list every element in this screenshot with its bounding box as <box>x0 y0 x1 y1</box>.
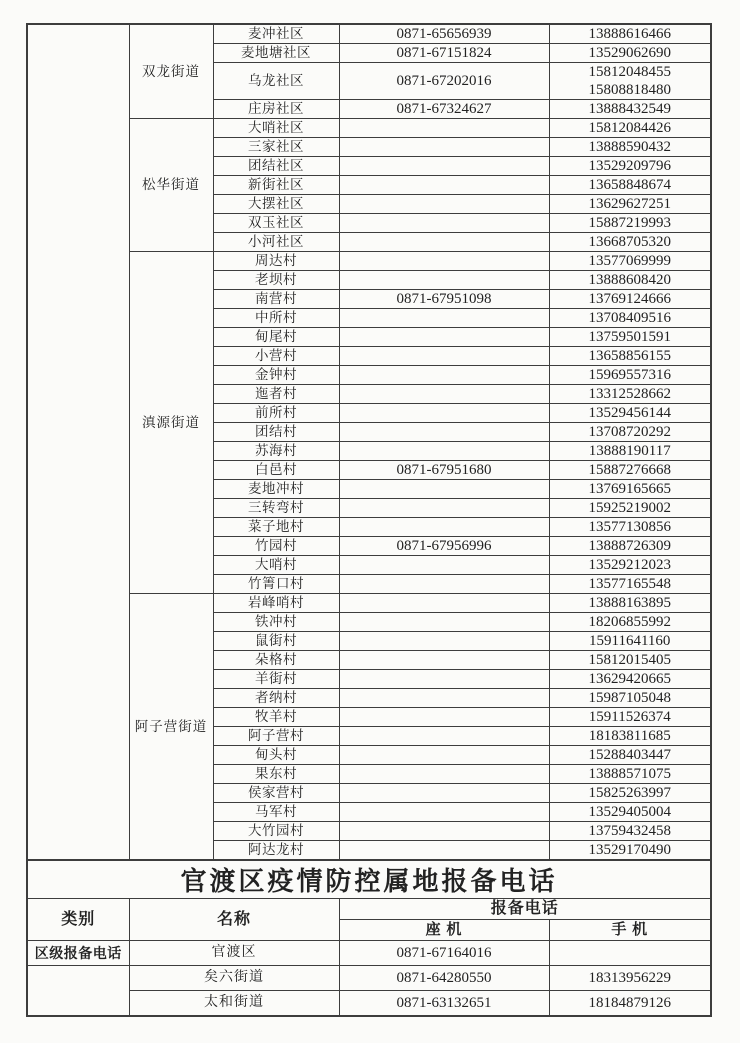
landline-cell <box>339 480 549 499</box>
community-name-cell: 牧羊村 <box>213 708 339 727</box>
mobile-cell <box>549 575 711 594</box>
mobile-cell <box>549 594 711 613</box>
header-landline: 座 机 <box>339 920 549 941</box>
mobile-cell <box>549 366 711 385</box>
landline-cell <box>339 632 549 651</box>
landline-cell <box>339 271 549 290</box>
landline-cell <box>339 423 549 442</box>
community-name-cell: 周达村 <box>213 252 339 271</box>
community-name-cell: 团结社区 <box>213 157 339 176</box>
mobile-number: 13577165548 <box>588 576 671 592</box>
category-cell: 区级报备电话 <box>27 941 129 966</box>
mobile-number: 13529212023 <box>588 557 671 573</box>
community-name-cell: 白邑村 <box>213 461 339 480</box>
community-name-cell: 菜子地村 <box>213 518 339 537</box>
community-name-cell: 者纳村 <box>213 689 339 708</box>
community-name-cell: 大哨村 <box>213 556 339 575</box>
landline-cell <box>339 157 549 176</box>
mobile-number: 13577069999 <box>588 253 671 269</box>
report-phone-table-body <box>27 860 711 1016</box>
report-data-row <box>27 941 711 966</box>
mobile-cell <box>549 708 711 727</box>
community-name-cell: 大哨社区 <box>213 119 339 138</box>
community-name-cell: 大竹园村 <box>213 822 339 841</box>
landline-cell <box>339 385 549 404</box>
street-name-cell: 滇源街道 <box>129 252 213 594</box>
table-row <box>27 119 711 138</box>
landline-cell: 0871-64280550 <box>339 966 549 991</box>
landline-cell: 0871-67956996 <box>339 537 549 556</box>
community-name-cell: 麦地塘社区 <box>213 44 339 63</box>
mobile-number: 13888432549 <box>588 101 671 117</box>
community-name-cell: 中所村 <box>213 309 339 328</box>
landline-cell <box>339 328 549 347</box>
mobile-number: 13769124666 <box>588 291 671 307</box>
mobile-number: 13888190117 <box>588 443 671 459</box>
mobile-cell <box>549 290 711 309</box>
mobile-number: 13888608420 <box>588 272 671 288</box>
mobile-cell <box>549 271 711 290</box>
mobile-cell <box>549 803 711 822</box>
landline-cell <box>339 499 549 518</box>
landline-cell <box>339 214 549 233</box>
mobile-cell <box>549 632 711 651</box>
landline-cell <box>339 119 549 138</box>
mobile-cell <box>549 822 711 841</box>
mobile-number: 13629627251 <box>588 196 671 212</box>
header-name: 名称 <box>129 899 339 941</box>
community-name-cell: 岩峰哨村 <box>213 594 339 613</box>
name-cell: 官渡区 <box>129 941 339 966</box>
mobile-cell <box>549 480 711 499</box>
name-cell: 太和街道 <box>129 991 339 1017</box>
report-title-row <box>27 860 711 899</box>
mobile-number: 13529405004 <box>588 804 671 820</box>
mobile-number: 15812015405 <box>588 652 671 668</box>
landline-cell <box>339 176 549 195</box>
mobile-cell <box>549 841 711 861</box>
mobile-number: 15812084426 <box>588 120 671 136</box>
report-data-row <box>27 966 711 991</box>
mobile-number: 15911641160 <box>589 633 671 649</box>
mobile-cell: 18184879126 <box>549 991 711 1017</box>
mobile-number: 13769165665 <box>588 481 671 497</box>
mobile-number: 13312528662 <box>588 386 671 402</box>
community-name-cell: 新街社区 <box>213 176 339 195</box>
community-name-cell: 羊街村 <box>213 670 339 689</box>
mobile-cell <box>549 195 711 214</box>
report-data-row <box>27 991 711 1017</box>
mobile-cell <box>549 252 711 271</box>
landline-cell: 0871-65656939 <box>339 24 549 44</box>
landline-cell <box>339 309 549 328</box>
community-name-cell: 朵格村 <box>213 651 339 670</box>
mobile-cell <box>549 385 711 404</box>
mobile-cell <box>549 442 711 461</box>
mobile-cell <box>549 461 711 480</box>
landline-cell: 0871-67951098 <box>339 290 549 309</box>
header-phone-group: 报备电话 <box>339 899 711 920</box>
landline-cell <box>339 613 549 632</box>
table-row <box>27 24 711 44</box>
mobile-number: 13668705320 <box>588 234 671 250</box>
landline-cell <box>339 689 549 708</box>
mobile-number: 13888571075 <box>588 766 671 782</box>
landline-cell: 0871-67324627 <box>339 100 549 119</box>
community-name-cell: 甸头村 <box>213 746 339 765</box>
landline-cell <box>339 841 549 861</box>
mobile-cell <box>549 423 711 442</box>
landline-cell <box>339 195 549 214</box>
mobile-cell <box>549 499 711 518</box>
street-name-cell: 松华街道 <box>129 119 213 252</box>
landline-cell: 0871-63132651 <box>339 991 549 1017</box>
mobile-number: 15969557316 <box>588 367 671 383</box>
mobile-number: 15887219993 <box>588 215 671 231</box>
mobile-number: 13888616466 <box>588 26 671 42</box>
landline-cell <box>339 746 549 765</box>
community-name-cell: 三转弯村 <box>213 499 339 518</box>
mobile-number: 13529209796 <box>588 158 671 174</box>
report-phone-table <box>26 859 712 1017</box>
mobile-number: 13577130856 <box>588 519 671 535</box>
mobile-number: 13629420665 <box>588 671 671 687</box>
mobile-cell <box>549 119 711 138</box>
mobile-cell: 18313956229 <box>549 966 711 991</box>
community-name-cell: 果东村 <box>213 765 339 784</box>
community-name-cell: 金钟村 <box>213 366 339 385</box>
mobile-number: 18183811685 <box>588 728 671 744</box>
mobile-cell <box>549 784 711 803</box>
mobile-cell <box>549 328 711 347</box>
community-name-cell: 庄房社区 <box>213 100 339 119</box>
mobile-cell <box>549 670 711 689</box>
mobile-number: 15808818480 <box>588 82 671 98</box>
mobile-cell <box>549 138 711 157</box>
mobile-cell <box>549 63 711 100</box>
landline-cell <box>339 651 549 670</box>
community-name-cell: 马军村 <box>213 803 339 822</box>
landline-cell: 0871-67151824 <box>339 44 549 63</box>
mobile-cell <box>549 765 711 784</box>
landline-cell <box>339 575 549 594</box>
mobile-number: 13888590432 <box>588 139 671 155</box>
mobile-number: 13529062690 <box>588 45 671 61</box>
mobile-number: 13888163895 <box>588 595 671 611</box>
mobile-number: 13708720292 <box>588 424 671 440</box>
mobile-cell <box>549 518 711 537</box>
mobile-cell <box>549 214 711 233</box>
table-row <box>27 594 711 613</box>
community-name-cell: 双玉社区 <box>213 214 339 233</box>
landline-cell <box>339 518 549 537</box>
community-name-cell: 大摆社区 <box>213 195 339 214</box>
community-name-cell: 老坝村 <box>213 271 339 290</box>
mobile-number: 15887276668 <box>588 462 671 478</box>
community-name-cell: 铁冲村 <box>213 613 339 632</box>
landline-cell <box>339 556 549 575</box>
mobile-number: 15987105048 <box>588 690 671 706</box>
community-name-cell: 三家社区 <box>213 138 339 157</box>
header-category: 类别 <box>27 899 129 941</box>
community-name-cell: 乌龙社区 <box>213 63 339 100</box>
mobile-number: 13708409516 <box>588 310 671 326</box>
community-name-cell: 小营村 <box>213 347 339 366</box>
landline-cell <box>339 347 549 366</box>
report-table-title: 官渡区疫情防控属地报备电话 <box>27 860 711 899</box>
table-row <box>27 252 711 271</box>
community-name-cell: 甸尾村 <box>213 328 339 347</box>
landline-cell <box>339 670 549 689</box>
landline-cell <box>339 765 549 784</box>
community-name-cell: 南营村 <box>213 290 339 309</box>
landline-cell <box>339 708 549 727</box>
mobile-cell <box>549 613 711 632</box>
mobile-cell <box>549 727 711 746</box>
landline-cell: 0871-67951680 <box>339 461 549 480</box>
name-cell: 矣六街道 <box>129 966 339 991</box>
landline-cell <box>339 138 549 157</box>
community-name-cell: 阿子营村 <box>213 727 339 746</box>
landline-cell: 0871-67202016 <box>339 63 549 100</box>
category-cell <box>27 966 129 1017</box>
mobile-cell <box>549 556 711 575</box>
community-name-cell: 迤者村 <box>213 385 339 404</box>
community-name-cell: 小河社区 <box>213 233 339 252</box>
mobile-number: 13658856155 <box>588 348 671 364</box>
header-mobile: 手 机 <box>549 920 711 941</box>
landline-cell <box>339 404 549 423</box>
mobile-number: 18206855992 <box>588 614 671 630</box>
mobile-number: 15288403447 <box>588 747 671 763</box>
mobile-cell <box>549 689 711 708</box>
mobile-cell <box>549 746 711 765</box>
mobile-cell <box>549 233 711 252</box>
mobile-cell <box>549 651 711 670</box>
mobile-cell <box>549 24 711 44</box>
community-name-cell: 竹园村 <box>213 537 339 556</box>
report-header-row <box>27 899 711 920</box>
community-name-cell: 阿达龙村 <box>213 841 339 861</box>
mobile-number: 13759501591 <box>588 329 671 345</box>
community-phone-table <box>26 23 712 861</box>
mobile-number: 15911526374 <box>588 709 671 725</box>
mobile-number: 13888726309 <box>588 538 671 554</box>
community-phone-table-body <box>27 24 711 860</box>
community-name-cell: 侯家营村 <box>213 784 339 803</box>
mobile-number: 15925219002 <box>588 500 671 516</box>
community-name-cell: 麦冲社区 <box>213 24 339 44</box>
mobile-number: 13759432458 <box>588 823 671 839</box>
mobile-number: 13529170490 <box>588 842 671 858</box>
mobile-cell <box>549 157 711 176</box>
mobile-cell <box>549 404 711 423</box>
landline-cell: 0871-67164016 <box>339 941 549 966</box>
community-name-cell: 鼠街村 <box>213 632 339 651</box>
mobile-cell <box>549 309 711 328</box>
mobile-cell <box>549 537 711 556</box>
mobile-cell <box>549 44 711 63</box>
mobile-number: 15812048455 <box>588 64 671 80</box>
landline-cell <box>339 252 549 271</box>
mobile-cell <box>549 347 711 366</box>
landline-cell <box>339 233 549 252</box>
landline-cell <box>339 803 549 822</box>
landline-cell <box>339 442 549 461</box>
community-name-cell: 竹箐口村 <box>213 575 339 594</box>
document <box>26 23 710 1017</box>
landline-cell <box>339 784 549 803</box>
street-name-cell: 阿子营街道 <box>129 594 213 861</box>
landline-cell <box>339 822 549 841</box>
mobile-cell <box>549 176 711 195</box>
landline-cell <box>339 366 549 385</box>
community-name-cell: 团结村 <box>213 423 339 442</box>
landline-cell <box>339 727 549 746</box>
mobile-cell <box>549 100 711 119</box>
street-name-cell: 双龙街道 <box>129 24 213 119</box>
mobile-number: 13529456144 <box>588 405 671 421</box>
community-name-cell: 前所村 <box>213 404 339 423</box>
mobile-cell <box>549 941 711 966</box>
mobile-number: 15825263997 <box>588 785 671 801</box>
mobile-number: 13658848674 <box>588 177 671 193</box>
community-name-cell: 麦地冲村 <box>213 480 339 499</box>
community-name-cell: 苏海村 <box>213 442 339 461</box>
empty-left-column-cell <box>27 24 129 860</box>
landline-cell <box>339 594 549 613</box>
